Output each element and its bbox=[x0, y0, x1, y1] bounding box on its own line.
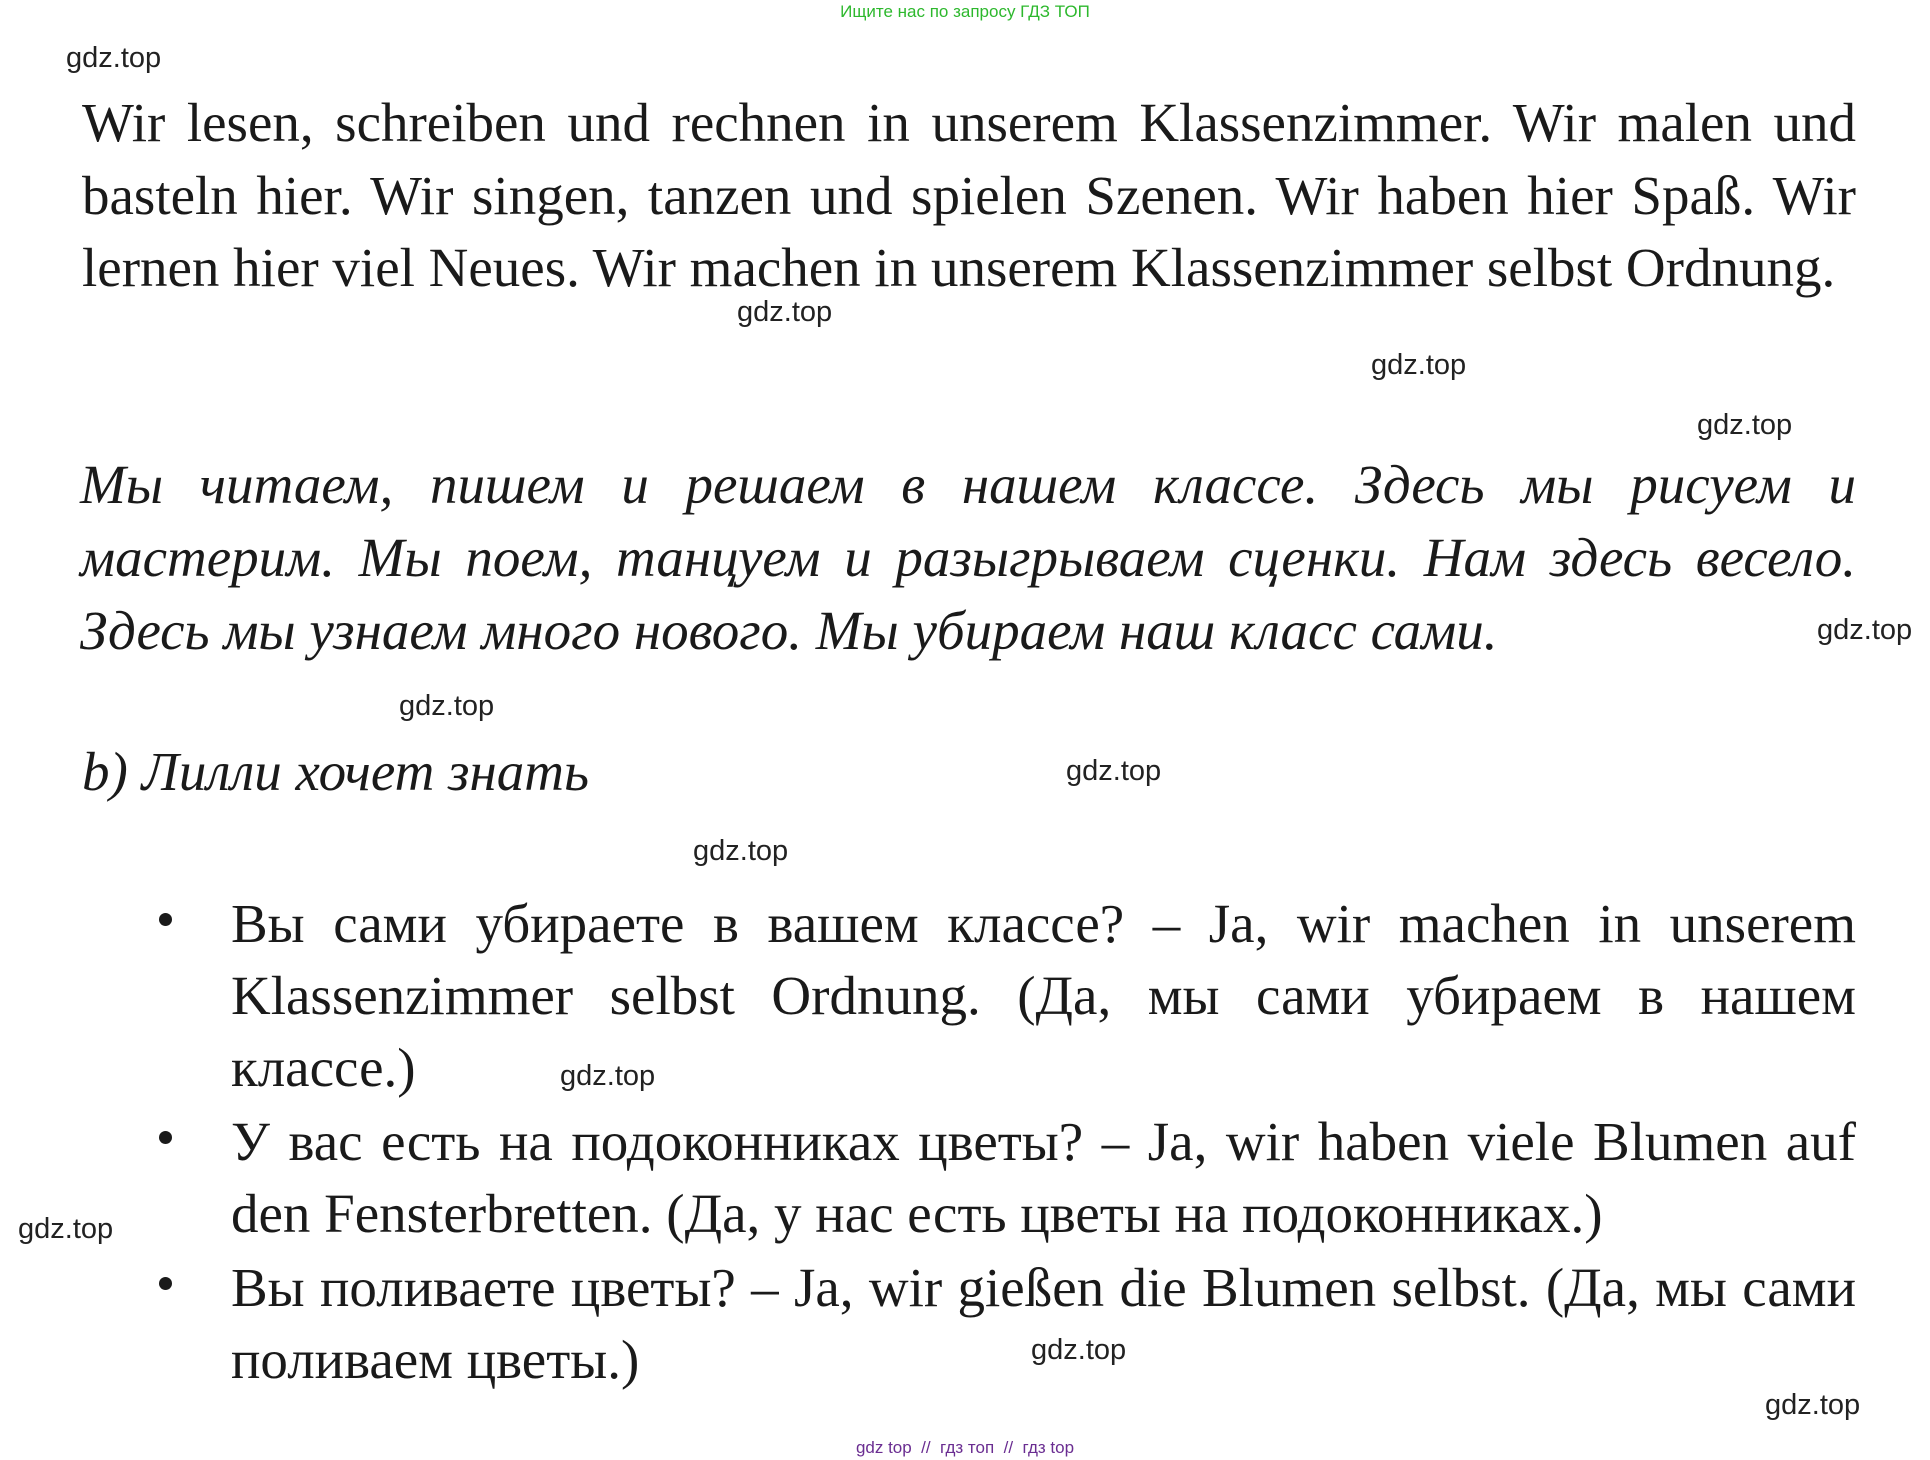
answer-item bbox=[231, 1252, 1856, 1396]
bottom-banner[interactable]: gdz top // гдз топ // гдз top bbox=[855, 1438, 1075, 1457]
watermark: gdz.top bbox=[1371, 349, 1467, 381]
watermark: gdz.top bbox=[1031, 1334, 1127, 1366]
watermark: gdz.top bbox=[560, 1060, 656, 1092]
german-paragraph: Wir lesen, schreiben und rechnen in unserem Klassenzimmer. Wir malen und basteln hier. Wir singen, tanzen und spielen Szenen. Wir haben hier Spaß. Wir lernen hier viel Neues. Wir machen in unserem Klassenzimmer selbst Ordnung. bbox=[82, 92, 1856, 298]
watermark: gdz.top bbox=[1817, 614, 1913, 646]
answer-text: Вы сами убираете в вашем классе? – Ja, wir machen in unserem Klassenzimmer selbst Ordnung. (Да, мы сами убираем в нашем классе.) bbox=[231, 893, 1856, 1098]
answer-item bbox=[231, 1106, 1856, 1250]
bullet-icon bbox=[159, 913, 172, 926]
top-banner[interactable]: Ищите нас по запросу ГДЗ ТОП bbox=[840, 2, 1090, 21]
watermark: gdz.top bbox=[737, 296, 833, 328]
watermark: gdz.top bbox=[399, 690, 495, 722]
watermark: gdz.top bbox=[1697, 409, 1793, 441]
russian-translation-paragraph: Мы читаем, пишем и решаем в нашем классе. Здесь мы рисуем и мастерим. Мы поем, танцуем и разыгрываем сценки. Нам здесь весело. Здесь мы узнаем много нового. Мы убираем наш класс сами. bbox=[80, 454, 1856, 661]
answer-text: Вы поливаете цветы? – Ja, wir gießen die Blumen selbst. (Да, мы сами поливаем цветы.) bbox=[231, 1257, 1856, 1390]
section-b-heading: b) Лилли хочет знать bbox=[82, 741, 590, 802]
watermark: gdz.top bbox=[1066, 755, 1162, 787]
answer-item bbox=[231, 888, 1856, 1104]
watermark: gdz.top bbox=[693, 835, 789, 867]
bullet-icon bbox=[159, 1277, 172, 1290]
watermark: gdz.top bbox=[66, 42, 162, 74]
watermark: gdz.top bbox=[1765, 1389, 1861, 1421]
answer-text: У вас есть на подоконниках цветы? – Ja, wir haben viele Blumen auf den Fensterbretten. (Да, у нас есть цветы на подоконниках.) bbox=[231, 1111, 1856, 1244]
answers-list bbox=[0, 888, 1930, 1398]
watermark: gdz.top bbox=[18, 1213, 114, 1245]
bullet-icon bbox=[159, 1131, 172, 1144]
